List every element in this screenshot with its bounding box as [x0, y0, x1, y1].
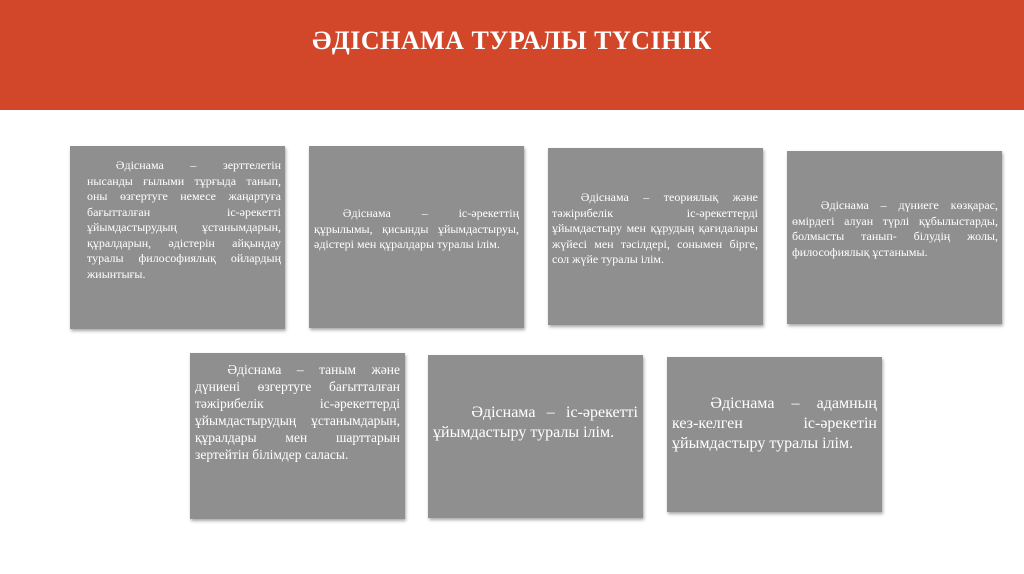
- definition-text-3: Әдіснама – теориялық және тәжірибелік іс-әрекеттерді ұйымдастыру мен құрудың қағидалары жүйесі мен тәсілдері, сонымен бірге, сол жүйе туралы ілім.: [552, 190, 758, 266]
- definition-text-4: Әдіснама – дүниеге көзқарас, өмірдегі алуан түрлі құбылыстарды, болмысты танып- білудің жолы, философиялық ұстанымы.: [792, 198, 998, 259]
- definition-card-4: [787, 151, 1002, 324]
- definition-text-1: Әдіснама – зерттелетін нысанды ғылыми тұрғыда танып, оны өзгертуге немесе жаңартуға бағытталған іс-әрекетті ұйымдастырудың ұстанымдарын, құралдарын, әдістерін айқындау туралы философиялық ойлардың жиынтығы.: [87, 158, 281, 281]
- definition-card-7: [667, 357, 882, 512]
- title-bar: [0, 0, 1024, 110]
- definition-card-2: [309, 146, 524, 328]
- definition-card-6: [428, 355, 643, 518]
- definition-text-5: Әдіснама – таным және дүниені өзгертуге бағытталған тәжірибелік іс-әрекеттерді ұйымдастырудың ұстанымдарын, құралдары мен шарттарын зертейтін білімдер саласы.: [195, 362, 400, 462]
- slide-title: ӘДІСНАМА ТУРАЛЫ ТҮСІНІК: [312, 26, 712, 55]
- definition-text-6: Әдіснама – іс-әрекетті ұйымдастыру туралы ілім.: [433, 404, 638, 441]
- definition-text-7: Әдіснама – адамның кез-келген іс-әрекетін ұйымдастыру туралы ілім.: [672, 395, 877, 452]
- definition-card-1: [70, 146, 285, 329]
- definition-text-2: Әдіснама – іс-әрекеттің құрылымы, қисынды ұйымдастыруы, әдістері мен құралдары туралы ілім.: [314, 206, 519, 251]
- definition-card-3: [548, 148, 763, 325]
- definition-card-5: [190, 353, 405, 519]
